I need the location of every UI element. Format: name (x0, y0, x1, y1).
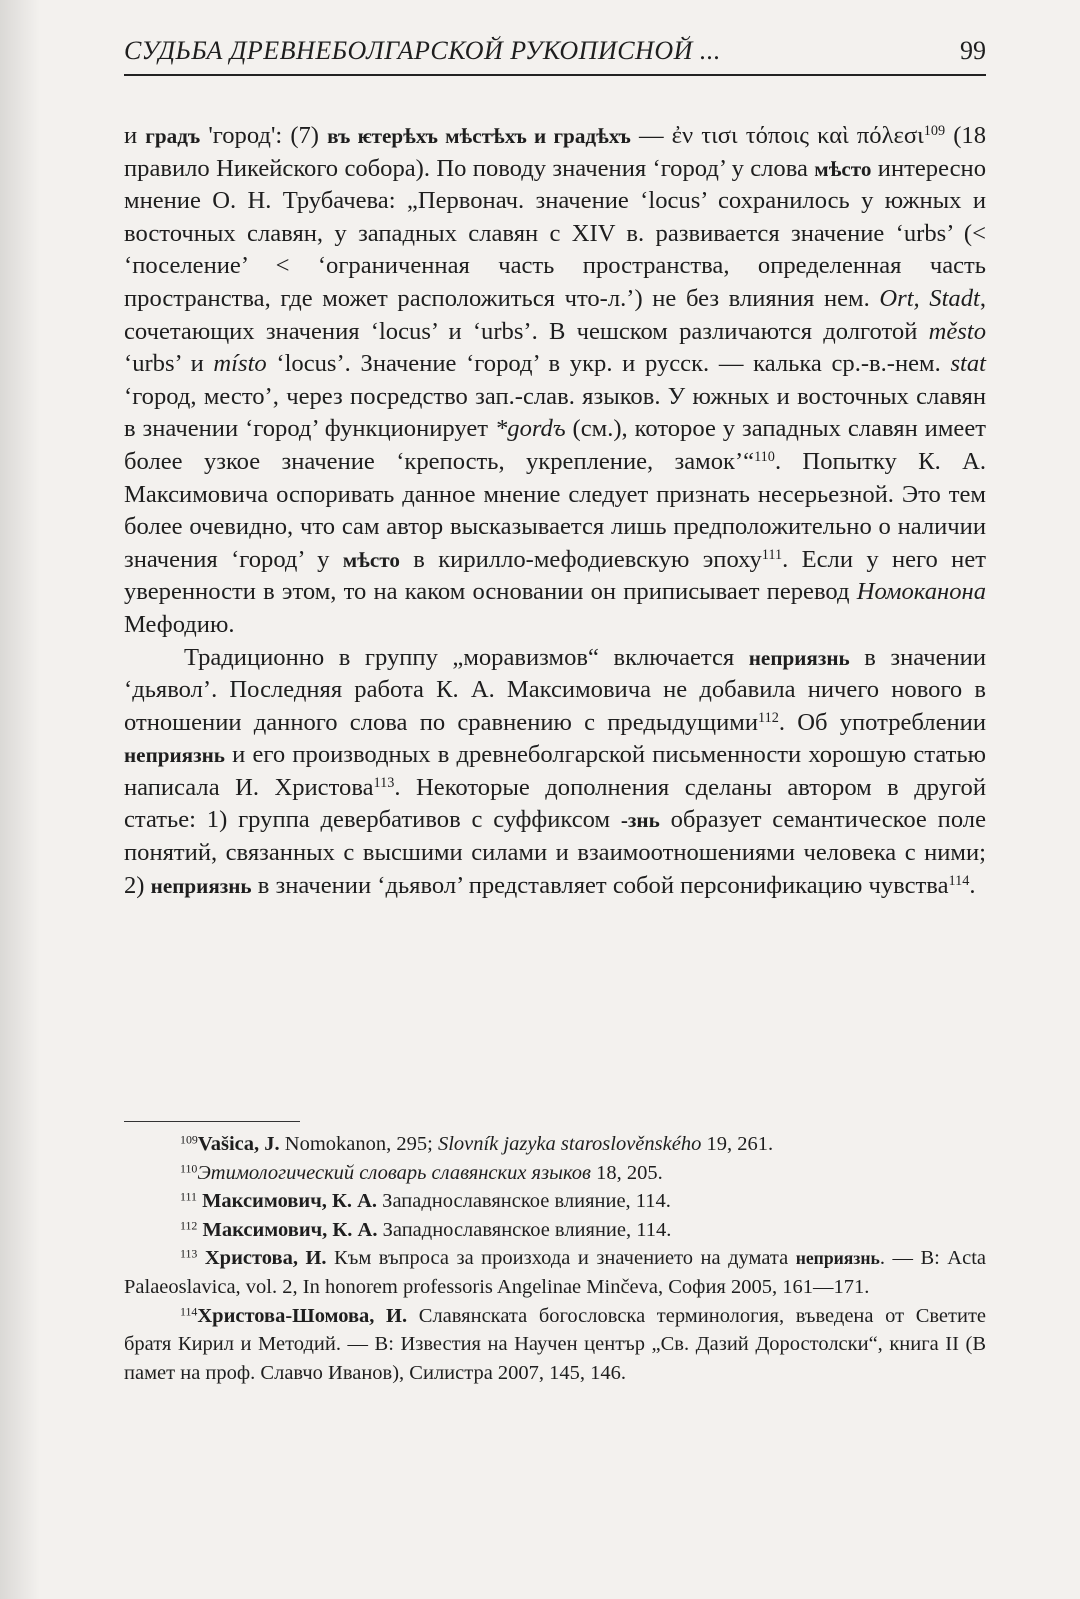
footnote: $^{113}$ Христова, И. Към въпроса за произхода и значението на думата неприязнь. — В: Acta Palaeoslavica, vol. 2, In honorem professoris Angelinae Minčeva, София 2005, 161—171. (124, 1246, 986, 1298)
church-slavonic-term: неприязнь (124, 743, 225, 768)
page-edge-shadow (0, 0, 40, 1599)
paragraph: Традиционно в группу „моравизмов“ включается неприязнь в значении ‘дьявол’. Последняя работа К. А. Максимовича не добавила ничего нового в отношении данного слова по сравнению с предыдущими$^{112}$. Об употреблении неприязнь и его производных в древнеболгарской письменности хорошую статью написала И. Христова$^{113}$. Некоторые дополнения сделаны автором в другой статье: 1) группа девербативов с суффиксом -знь образует семантическое поле понятий, связанных с высшими силами и взаимоотношениями человека с ними; 2) неприязнь в значении ‘дьявол’ представляет собой персонификацию чувства$^{114}$. (124, 643, 986, 899)
italic-term: město (928, 317, 986, 345)
footnote: $^{111}$ Максимович, К. А. Западнославянское влияние, 114. (180, 1189, 671, 1213)
footnote-ref: 113 (180, 1246, 198, 1261)
footnote: $^{109}$Vašica, J. Nomokanon, 295; Slovník jazyka staroslověnského 19, 261. (180, 1132, 774, 1155)
footnote-ref: 112 (180, 1218, 198, 1233)
author-name: Максимович, К. А. (202, 1218, 378, 1241)
author-name: Максимович, К. А. (202, 1190, 378, 1213)
footnote-ref: 114 (180, 1304, 198, 1319)
footnote-ref: 110 (754, 449, 775, 466)
italic-term: *gordъ (494, 415, 566, 443)
author-name: Христова, И. (204, 1247, 327, 1270)
italic-term: Номоканона (856, 578, 986, 606)
italic-term: místo (213, 350, 267, 378)
running-title: СУДЬБА ДРЕВНЕБОЛГАРСКОЙ РУКОПИСНОЙ ... (124, 36, 721, 65)
italic-term: Slovník jazyka staroslověnského (437, 1133, 702, 1155)
church-slavonic-term: неприязнь (748, 645, 850, 670)
author-name: Vašica, J. (197, 1133, 280, 1155)
church-slavonic-term: неприязнь (795, 1248, 880, 1269)
footnote-ref: 111 (180, 1189, 197, 1204)
paragraph: и градъ 'город': (7) въ ѥтерѣхъ мѣстѣхъ и градѣхъ — ἐν τισι τόποις καὶ πόλεσι$^{109}$ (18 правило Никейского собора). По поводу значения ‘город’ у слова мѣсто интересно мнение О. Н. Трубачева: „Первонач. значение ‘locus’ сохранилось у южных и восточных славян, у западных славян с XIV в. развивается значение ‘urbs’ (< ‘поселение’ < ‘ограниченная часть пространства, определенная часть пространства, где может расположиться что-л.’) не без влияния нем. Ort, Stadt, сочетающих значения ‘locus’ и ‘urbs’. В чешском различаются долготой město ‘urbs’ и místo ‘locus’. Значение ‘город’ в укр. и русск. — калька ср.-в.-нем. stat ‘город, место’, через посредство зап.-слав. языков. У южных и восточных славян в значении ‘город’ функционирует *gordъ (см.), которое у западных славян имеет более узкое значение ‘крепость, укрепление, замок’“$^{110}$. Попытку К. А. Максимовича оспоривать данное мнение следует признать несерьезной. Это тем более очевидно, что сам автор высказывается лишь предположительно о наличии значения ‘город’ у мѣсто в кирилло-мефодиевскую эпоху$^{111}$. Если у него нет уверенности в этом, то на каком основании он приписывает перевод Номоканона Мефодию. (124, 122, 986, 638)
footnote-ref: 112 (757, 709, 779, 726)
italic-term: Этимологический словарь славянских языков (197, 1161, 591, 1184)
footnote-divider (124, 1121, 300, 1122)
italic-term: Ort, Stadt (879, 284, 980, 312)
footnote: $^{110}$Этимологический словарь славянских языков 18, 205. (180, 1161, 663, 1184)
church-slavonic-term: неприязнь (150, 873, 252, 898)
italic-term: stat (950, 350, 986, 378)
footnote: $^{114}$Христова-Шомова, И. Славянската богословска терминология, въведена от Светите братя Кирил и Методий. — В: Известия на Научен център „Св. Дазий Доростолски“, книга II (В памет на проф. Славчо Иванов), Силистра 2007, 145, 146. (124, 1304, 987, 1384)
church-slavonic-term: мѣсто (814, 156, 872, 181)
main-text (124, 120, 986, 902)
footnote-ref: 114 (948, 872, 970, 889)
footnote-ref: 109 (923, 123, 946, 140)
footnote-ref: 113 (373, 775, 395, 792)
church-slavonic-term: мѣсто (342, 547, 400, 572)
footnote-ref: 109 (180, 1132, 198, 1147)
footnote-ref: 111 (761, 546, 783, 563)
footnote: $^{112}$ Максимович, К. А. Западнославянское влияние, 114. (180, 1218, 672, 1241)
page-header (124, 30, 986, 76)
footnotes (124, 1130, 986, 1387)
footnote-ref: 110 (180, 1161, 198, 1176)
author-name: Христова-Шомова, И. (197, 1304, 408, 1327)
church-slavonic-term: -знь (620, 808, 660, 833)
church-slavonic-term: градъ (145, 124, 201, 148)
church-slavonic-term: въ ѥтерѣхъ мѣстѣхъ и градѣхъ (327, 124, 631, 148)
page-number: 99 (960, 36, 986, 65)
